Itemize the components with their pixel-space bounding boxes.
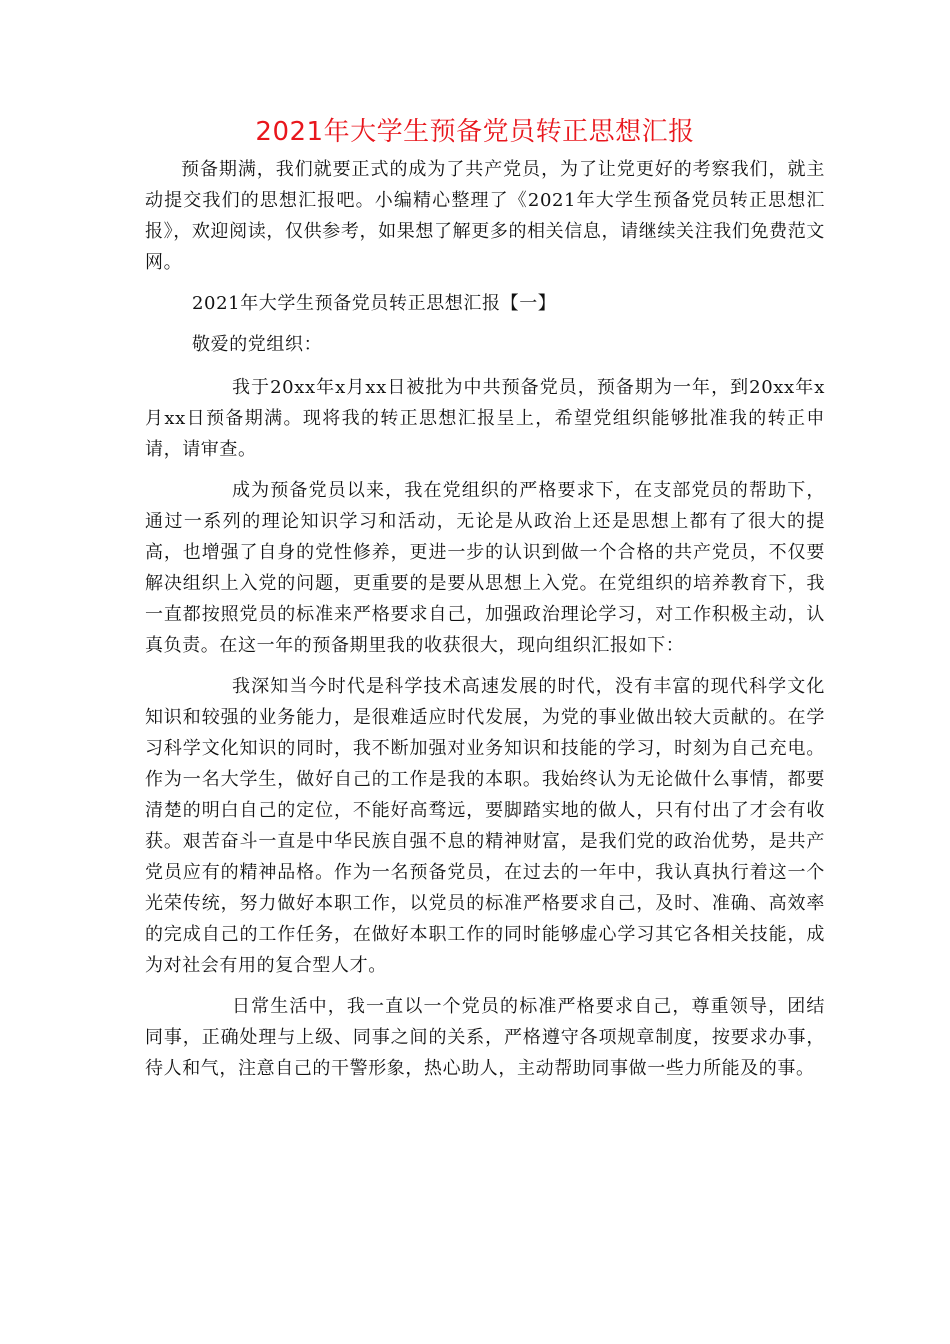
section-heading: 2021年大学生预备党员转正思想汇报【一】 <box>192 293 557 314</box>
intro-paragraph: 预备期满，我们就要正式的成为了共产党员，为了让党更好的考察我们，就主动提交我们的思想汇报吧。小编精心整理了《2021年大学生预备党员转正思想汇报》，欢迎阅读，仅供参考，如果想了解更多的相关信息，请继续关注我们免费范文网。 <box>145 159 825 273</box>
salutation: 敬爱的党组织： <box>192 334 323 355</box>
body-paragraph-2: 成为预备党员以来，我在党组织的严格要求下，在支部党员的帮助下，通过一系列的理论知识学习和活动，无论是从政治上还是思想上都有了很大的提高，也增强了自身的党性修养，更进一步的认识到做一个合格的共产党员，不仅要解决组织上入党的问题，更重要的是要从思想上入党。在党组织的培养教育下，我一直都按照党员的标准来严格要求自己，加强政治理论学习，对工作积极主动，认真负责。在这一年的预备期里我的收获很大，现向组织汇报如下： <box>145 480 825 656</box>
body-paragraph-1: 我于20xx年x月xx日被批为中共预备党员，预备期为一年，到20xx年x月xx日预备期满。现将我的转正思想汇报呈上，希望党组织能够批准我的转正申请，请审查。 <box>145 377 825 460</box>
document-body <box>145 154 825 1084</box>
body-paragraph-4: 日常生活中，我一直以一个党员的标准严格要求自己，尊重领导，团结同事，正确处理与上级、同事之间的关系，严格遵守各项规章制度，按要求办事，待人和气，注意自己的干警形象，热心助人，主动帮助同事做一些力所能及的事。 <box>145 996 825 1079</box>
document-title: 2021年大学生预备党员转正思想汇报 <box>255 117 695 147</box>
body-paragraph-3: 我深知当今时代是科学技术高速发展的时代，没有丰富的现代科学文化知识和较强的业务能力，是很难适应时代发展，为党的事业做出较大贡献的。在学习科学文化知识的同时，我不断加强对业务知识和技能的学习，时刻为自己充电。作为一名大学生，做好自己的工作是我的本职。我始终认为无论做什么事情，都要清楚的明白自己的定位，不能好高骛远，要脚踏实地的做人，只有付出了才会有收获。艰苦奋斗一直是中华民族自强不息的精神财富，是我们党的政治优势，是共产党员应有的精神品格。作为一名预备党员，在过去的一年中，我认真执行着这一个光荣传统，努力做好本职工作，以党员的标准严格要求自己，及时、准确、高效率的完成自己的工作任务，在做好本职工作的同时能够虚心学习其它各相关技能，成为对社会有用的复合型人才。 <box>145 676 825 976</box>
